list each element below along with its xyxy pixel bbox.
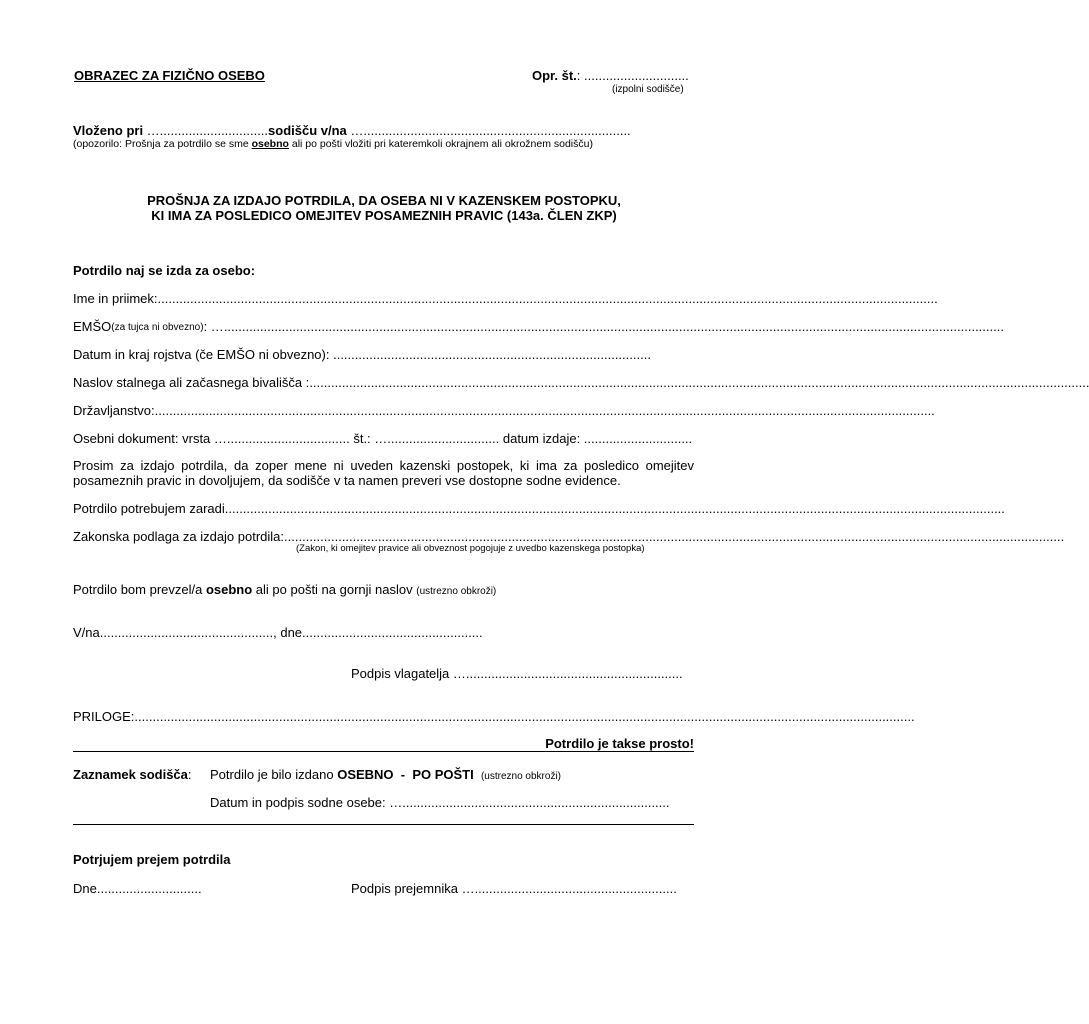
address-field[interactable]: [73, 375, 1089, 390]
court-label: sodišču v/na: [268, 123, 347, 138]
address-dots: ........................................................................................................................................................................................................................: [309, 375, 1089, 390]
applicant-signature-dots: …............................................................: [452, 666, 683, 681]
case-number-field[interactable]: [532, 68, 689, 83]
court-official-label: Datum in podpis sodne osebe:: [210, 795, 390, 810]
fee-exempt-note: Potrdilo je takse prosto!: [545, 736, 694, 751]
document-title-line-1: PROŠNJA ZA IZDAJO POTRDILA, DA OSEBA NI V KAZENSKEM POSTOPKU,: [147, 193, 621, 208]
receipt-heading: Potrjujem prejem potrdila: [73, 852, 231, 867]
document-field[interactable]: [73, 431, 692, 446]
recipient-signature-field[interactable]: [351, 881, 677, 896]
receipt-date-field[interactable]: [73, 881, 202, 896]
receipt-date-dots: .............................: [96, 881, 202, 896]
case-number-note: (izpolni sodišče): [612, 84, 684, 95]
document-type-label: Osebni dokument: vrsta: [73, 431, 214, 446]
applicant-signature-label: Podpis vlagatelja: [351, 666, 453, 681]
issued-prefix: Potrdilo je bilo izdano: [210, 767, 338, 782]
document-date-dots: ..............................: [583, 431, 693, 446]
court-official-signature-field[interactable]: [210, 795, 670, 810]
document-type-dots: …..................................: [213, 431, 350, 446]
legal-basis-note: (Zakon, ki omejitev pravice ali obveznost pogojuje z uvedbo kazenskega postopka): [296, 543, 645, 554]
document-date-label: datum izdaje:: [499, 431, 584, 446]
citizenship-label: Državljanstvo:: [73, 403, 155, 418]
date-dots: ..................................................: [302, 625, 483, 640]
reason-label: Potrdilo potrebujem zaradi: [73, 501, 225, 516]
issued-options[interactable]: OSEBNO - PO POŠTI: [337, 767, 474, 782]
attachments-field[interactable]: [73, 709, 915, 724]
filing-warning: [73, 138, 593, 150]
delivery-suffix: ali po pošti na gornji naslov: [252, 582, 417, 597]
name-field[interactable]: [73, 291, 938, 306]
document-number-label: št.:: [349, 431, 375, 446]
court-official-dots: …..........................................................................: [389, 795, 670, 810]
attachments-label: PRILOGE:: [73, 709, 135, 724]
filing-warning-prefix: (opozorilo: Prošnja za potrdilo se sme: [73, 138, 252, 150]
emso-note: (za tujca ni obvezno): [111, 322, 204, 333]
delivery-bold: osebno: [205, 582, 253, 597]
attachments-dots: ........................................................................................................................................................................................................................: [134, 709, 915, 724]
request-text: Prosim za izdajo potrdila, da zoper mene ni uveden kazenski postopek, ki ima za posledico omejitev posameznih pravic in dovoljujem, da sodišče v ta namen preveri vse dostopne sodne evidence.: [73, 458, 694, 488]
legal-basis-dots: ........................................................................................................................................................................................................................: [284, 529, 1065, 544]
place-date-field[interactable]: [73, 625, 483, 640]
case-number-label: Opr. št.: [532, 68, 577, 83]
name-dots: ........................................................................................................................................................................................................................: [157, 291, 938, 306]
emso-label: EMŠO: [73, 319, 112, 334]
recipient-signature-dots: …........................................................: [461, 881, 677, 896]
case-number-colon: :: [576, 68, 581, 83]
emso-field[interactable]: [73, 319, 1004, 336]
court-note-label-wrap: [73, 767, 192, 782]
delivery-note: (ustrezno obkroži): [416, 586, 497, 597]
name-label: Ime in priimek:: [73, 291, 158, 306]
legal-basis-field[interactable]: [73, 529, 1065, 544]
citizenship-field[interactable]: [73, 403, 935, 418]
delivery-prefix: Potrdilo bom prevzel/a: [73, 582, 206, 597]
court-dots: …..........................................................................: [346, 123, 631, 138]
receipt-date-label: Dne: [73, 881, 97, 896]
place-dots: ................................................: [99, 625, 274, 640]
filing-warning-bold: osebno: [251, 138, 289, 150]
filed-at-field[interactable]: [73, 123, 631, 138]
legal-basis-label: Zakonska podlaga za izdajo potrdila:: [73, 529, 285, 544]
place-label: V/na: [73, 625, 100, 640]
birth-label: Datum in kraj rojstva (če EMŠO ni obvezno):: [73, 347, 334, 362]
document-title-line-2: KI IMA ZA POSLEDICO OMEJITEV POSAMEZNIH PRAVIC (143a. ČLEN ZKP): [151, 208, 617, 223]
applicant-signature-field[interactable]: [351, 666, 683, 681]
delivery-option: [73, 582, 496, 597]
court-note-label: Zaznamek sodišča: [73, 767, 188, 782]
birth-field[interactable]: [73, 347, 651, 362]
divider-bottom: [73, 824, 694, 825]
filing-warning-suffix: ali po pošti vložiti pri kateremkoli okrajnem ali okrožnem sodišču): [288, 138, 593, 150]
birth-dots: ........................................................................................: [333, 347, 651, 362]
citizenship-dots: ........................................................................................................................................................................................................................: [154, 403, 935, 418]
form-title: OBRAZEC ZA FIZIČNO OSEBO: [74, 68, 265, 83]
emso-colon: : …: [203, 319, 224, 334]
address-label: Naslov stalnega ali začasnega bivališča :: [73, 375, 310, 390]
date-label: , dne: [273, 625, 303, 640]
issued-note: (ustrezno obkroži): [480, 771, 561, 782]
person-heading: Potrdilo naj se izda za osebo:: [73, 263, 256, 278]
case-number-dots: .............................: [580, 68, 689, 83]
recipient-signature-label: Podpis prejemnika: [351, 881, 462, 896]
reason-field[interactable]: [73, 501, 1005, 516]
document-number-dots: …...............................: [374, 431, 500, 446]
filed-at-label: Vloženo pri: [73, 123, 144, 138]
filed-at-dots: …..............................: [143, 123, 269, 138]
issued-method[interactable]: [210, 767, 561, 782]
divider-top: [73, 751, 694, 752]
emso-dots: ........................................................................................................................................................................................................................: [223, 319, 1004, 334]
reason-dots: ........................................................................................................................................................................................................................: [224, 501, 1005, 516]
court-note-colon: :: [187, 767, 192, 782]
